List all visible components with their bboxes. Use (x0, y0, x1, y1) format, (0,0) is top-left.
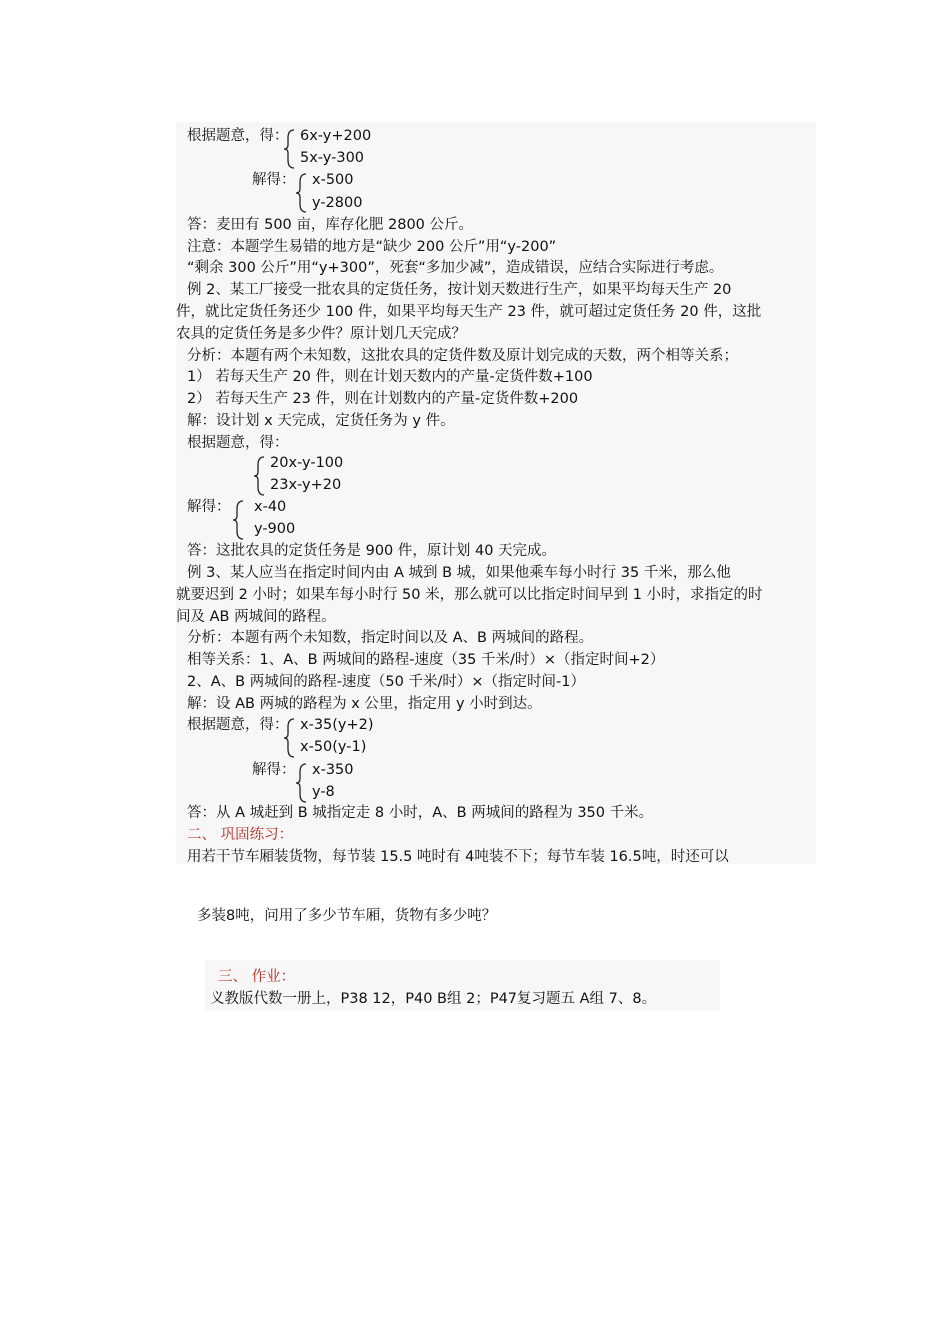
solution: x-350 (312, 762, 354, 778)
relation-line: 1） 若每天生产 20 件，则在计划天数内的产量-定货件数+100 (187, 369, 593, 385)
setup-line: 解：设计划 x 天完成，定货任务为 y 件。 (187, 413, 455, 429)
question-line: 例 3、某人应当在指定时间内由 A 城到 B 城，如果他乘车每小时行 35 千米，那么他 (187, 565, 731, 581)
equation: 6x-y+200 (300, 128, 372, 144)
solution: y-8 (312, 784, 335, 800)
analysis-line: 分析：本题有两个未知数，指定时间以及 A、B 两城间的路程。 (187, 630, 594, 646)
note-line: 注意：本题学生易错的地方是“缺少 200 公斤”用“y-200” (187, 239, 557, 255)
solution: y-2800 (312, 195, 363, 211)
relation-line: 相等关系：1、A、B 两城间的路程-速度（35 千米/时）×（指定时间+2） (187, 652, 665, 668)
practice-text: 用若干节车厢装货物，每节装 15.5 吨时有 4吨装不下；每节车装 16.5吨，时还可以 (187, 849, 729, 865)
equation: 5x-y-300 (300, 150, 365, 166)
answer-3: 答：从 A 城赶到 B 城指定走 8 小时，A、B 两城间的路程为 350 千米。 (187, 805, 654, 821)
answer-1: 答：麦田有 500 亩，库存化肥 2800 公斤。 (187, 217, 474, 233)
solve-label-2: 解得： (187, 499, 231, 515)
analysis-line: 分析：本题有两个未知数，这批农具的定货件数及原计划完成的天数，两个相等关系； (187, 348, 738, 364)
brace-icon (296, 172, 308, 221)
setup-line: 解：设 AB 两城的路程为 x 公里，指定用 y 小时到达。 (187, 696, 542, 712)
solve-label-3: 解得： (252, 762, 296, 778)
according-label-2: 根据题意，得： (187, 435, 289, 451)
solution: x-500 (312, 172, 354, 188)
according-label-1: 根据题意，得： (187, 128, 289, 144)
question-line: 间及 AB 两城间的路程。 (176, 609, 336, 625)
equation: 20x-y-100 (270, 455, 344, 471)
solution: x-40 (254, 499, 287, 515)
section-heading-practice: 二、 巩固练习： (187, 827, 294, 843)
brace-icon (284, 717, 296, 766)
note-line: “剩余 300 公斤”用“y+300”，死套“多加少减”，造成错误，应结合实际进行考虑。 (187, 260, 724, 276)
question-line: 就要迟到 2 小时；如果车每小时行 50 米，那么就可以比指定时间早到 1 小时，求指定的时 (176, 587, 763, 603)
question-line: 例 2、某工厂接受一批农具的定货任务，按计划天数进行生产，如果平均每天生产 20 (187, 282, 732, 298)
homework-text: 义教版代数一册上，P38 12，P40 B组 2；P47复习题五 A组 7、8。 (210, 991, 657, 1007)
according-label-3: 根据题意，得： (187, 717, 289, 733)
relation-line: 2） 若每天生产 23 件，则在计划数内的产量-定货件数+200 (187, 391, 579, 407)
solve-label-1: 解得： (252, 172, 296, 188)
equation: 23x-y+20 (270, 477, 342, 493)
relation-line: 2、A、B 两城间的路程-速度（50 千米/时）×（指定时间-1） (187, 674, 585, 690)
section-heading-homework: 三、 作业： (218, 969, 296, 985)
question-line: 农具的定货任务是多少件？原计划几天完成？ (176, 326, 466, 342)
solution: y-900 (254, 521, 296, 537)
equation: x-35(y+2) (300, 717, 374, 733)
equation: x-50(y-1) (300, 739, 367, 755)
answer-2: 答：这批农具的定货任务是 900 件，原计划 40 天完成。 (187, 543, 557, 559)
question-line: 件，就比定货任务还少 100 件，如果平均每天生产 23 件，就可超过定货任务 20 件，这批 (176, 304, 762, 320)
practice-text: 多装8吨，问用了多少节车厢，货物有多少吨？ (197, 908, 497, 924)
